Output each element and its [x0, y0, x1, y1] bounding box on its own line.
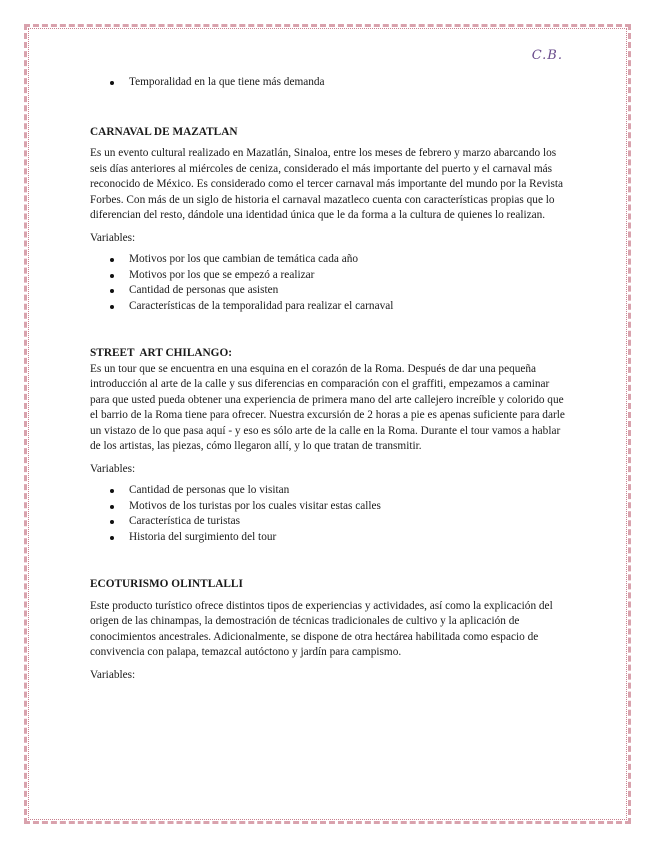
list-item: Motivos por los que cambian de temática cada año — [129, 252, 570, 268]
list-item: Cantidad de personas que asisten — [129, 283, 570, 299]
variables-label: Variables: — [90, 231, 136, 244]
variables-list-carnaval — [90, 252, 570, 314]
section-heading-carnaval: CARNAVAL DE MAZATLAN — [90, 125, 238, 138]
list-item: Historia del surgimiento del tour — [129, 530, 570, 546]
section-heading-street-art: STREET ART CHILANGO: — [90, 347, 233, 359]
section-body-carnaval: Es un evento cultural realizado en Mazatlán, Sinaloa, entre los meses de febrero y marzo abarcando los seis días anteriores al miércoles de ceniza, considerado el más importante del puerto y el carnaval más reconocido de México. Es considerado como el tercer carnaval más importante del mundo por la Revista Forbes. Con más de un siglo de historia el carnaval mazatleco cuenta con características propias que lo diferencian del resto, dándole una identidad única que le da forma a la cultura de quienes lo realizan. — [90, 147, 564, 221]
list-item: Características de la temporalidad para realizar el carnaval — [129, 299, 570, 315]
document-body — [90, 75, 570, 683]
list-item: Motivos por los que se empezó a realizar — [129, 268, 570, 284]
variables-label: Variables: — [90, 668, 136, 681]
variables-label: Variables: — [90, 462, 136, 475]
section-body-ecoturismo: Este producto turístico ofrece distintos tipos de experiencias y actividades, así como la explicación del origen de las chinampas, la demostración de técnicas tradicionales de cultivo y la aplicación de conocimientos ancestrales. Adicionalmente, se dispone de otra hectárea habilitada como espacio de convivencia con palapa, temazcal autóctono y jardín para campismo. — [90, 599, 553, 658]
list-item: Característica de turistas — [129, 514, 570, 530]
intro-bullet-list — [90, 75, 570, 91]
list-item: Motivos de los turistas por los cuales visitar estas calles — [129, 499, 570, 515]
section-heading-ecoturismo: ECOTURISMO OLINTLALLI — [90, 578, 243, 590]
list-item: Temporalidad en la que tiene más demanda — [129, 75, 570, 91]
section-body-street-art: Es un tour que se encuentra en una esquina en el corazón de la Roma. Después de dar una pequeña introducción al arte de la calle y sus diferencias en comparación con el graffiti, empezamos a caminar para que usted pueda obtener una experiencia de primera mano del arte callejero increíble y colorido que el barrio de la Roma tiene para ofrecer. Nuestra excursión de 2 horas a pie es apenas suficiente para darle un vistazo de lo que pasa aquí - y eso es sólo arte de la calle en la Roma. Durante el tour vamos a hablar de los artistas, las piezas, cómo llegaron allí, y lo que tratan de transmitir. — [90, 362, 565, 452]
variables-list-street-art — [90, 483, 570, 545]
header-initials: C.B. — [531, 48, 563, 63]
list-item: Cantidad de personas que lo visitan — [129, 483, 570, 499]
